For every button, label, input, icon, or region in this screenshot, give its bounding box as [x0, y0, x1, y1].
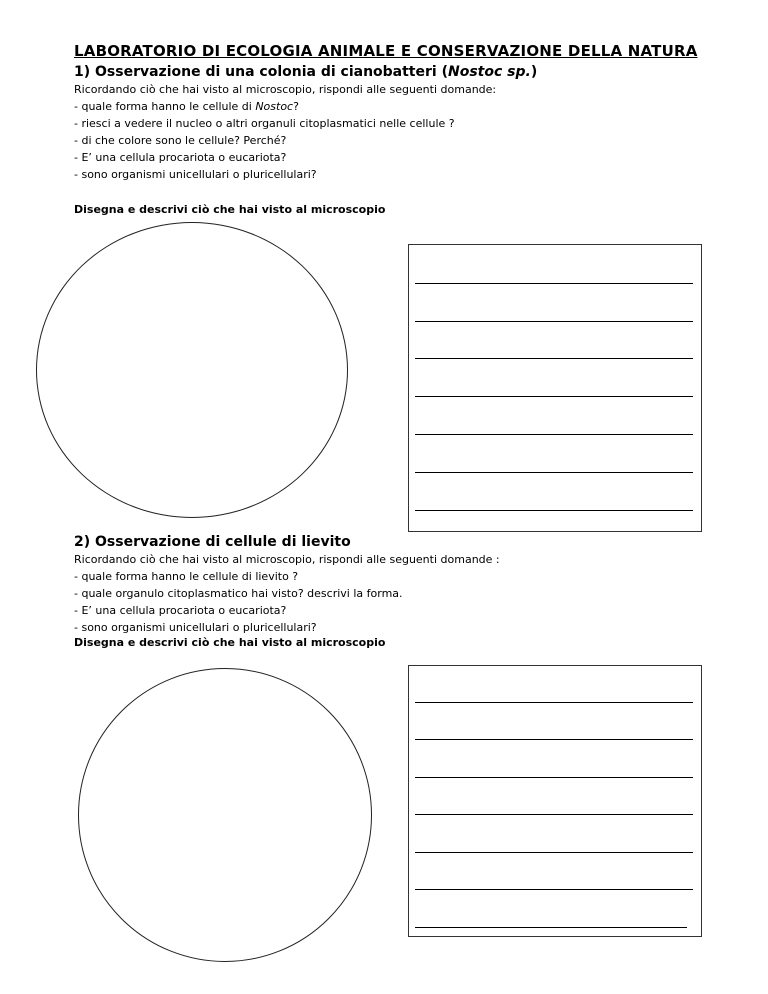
section1-q1-italic: Nostoc: [255, 100, 294, 113]
description-box-1[interactable]: [408, 244, 702, 532]
description-box-2[interactable]: [408, 665, 702, 937]
answer-line: [415, 472, 693, 473]
section1-q1-pre: - quale forma hanno le cellule di: [74, 100, 256, 113]
answer-line: [415, 358, 693, 359]
answer-line: [415, 777, 693, 778]
section1-question-5: - sono organismi unicellulari o pluricellulari?: [74, 168, 317, 181]
section2-question-1: - quale forma hanno le cellule di lievito ?: [74, 570, 299, 583]
section1-question-4: - E’ una cellula procariota o eucariota?: [74, 151, 287, 164]
section1-heading-species: Nostoc sp.: [447, 64, 531, 80]
answer-line: [415, 396, 693, 397]
section1-question-1: [74, 100, 299, 113]
answer-line: [415, 889, 693, 890]
answer-line: [415, 283, 693, 284]
answer-line: [415, 434, 693, 435]
section1-draw-instruction: Disegna e descrivi ciò che hai visto al microscopio: [74, 203, 386, 216]
section1-intro: Ricordando ciò che hai visto al microscopio, rispondi alle seguenti domande:: [74, 83, 497, 96]
section2-question-3: - E’ una cellula procariota o eucariota?: [74, 604, 287, 617]
answer-line: [415, 927, 687, 928]
section1-heading: [74, 64, 537, 80]
answer-line: [415, 702, 693, 703]
drawing-circle-2[interactable]: [78, 668, 372, 962]
answer-line: [415, 321, 693, 322]
answer-line: [415, 510, 693, 511]
answer-line: [415, 739, 693, 740]
section1-heading-post: ): [530, 64, 538, 80]
section1-question-2: - riesci a vedere il nucleo o altri organuli citoplasmatici nelle cellule ?: [74, 117, 455, 130]
page-title: LABORATORIO DI ECOLOGIA ANIMALE E CONSERVAZIONE DELLA NATURA: [74, 42, 698, 60]
section2-intro: Ricordando ciò che hai visto al microscopio, rispondi alle seguenti domande :: [74, 553, 500, 566]
drawing-circle-1[interactable]: [36, 222, 348, 518]
section2-question-2: - quale organulo citoplasmatico hai visto? descrivi la forma.: [74, 587, 403, 600]
section2-heading: 2) Osservazione di cellule di lievito: [74, 534, 351, 550]
section1-heading-pre: 1) Osservazione di una colonia di cianobatteri (: [74, 64, 448, 80]
section2-draw-instruction: Disegna e descrivi ciò che hai visto al microscopio: [74, 636, 386, 649]
answer-line: [415, 852, 693, 853]
section1-q1-post: ?: [293, 100, 299, 113]
answer-line: [415, 814, 693, 815]
section1-question-3: - di che colore sono le cellule? Perché?: [74, 134, 287, 147]
section2-question-4: - sono organismi unicellulari o pluricellulari?: [74, 621, 317, 634]
